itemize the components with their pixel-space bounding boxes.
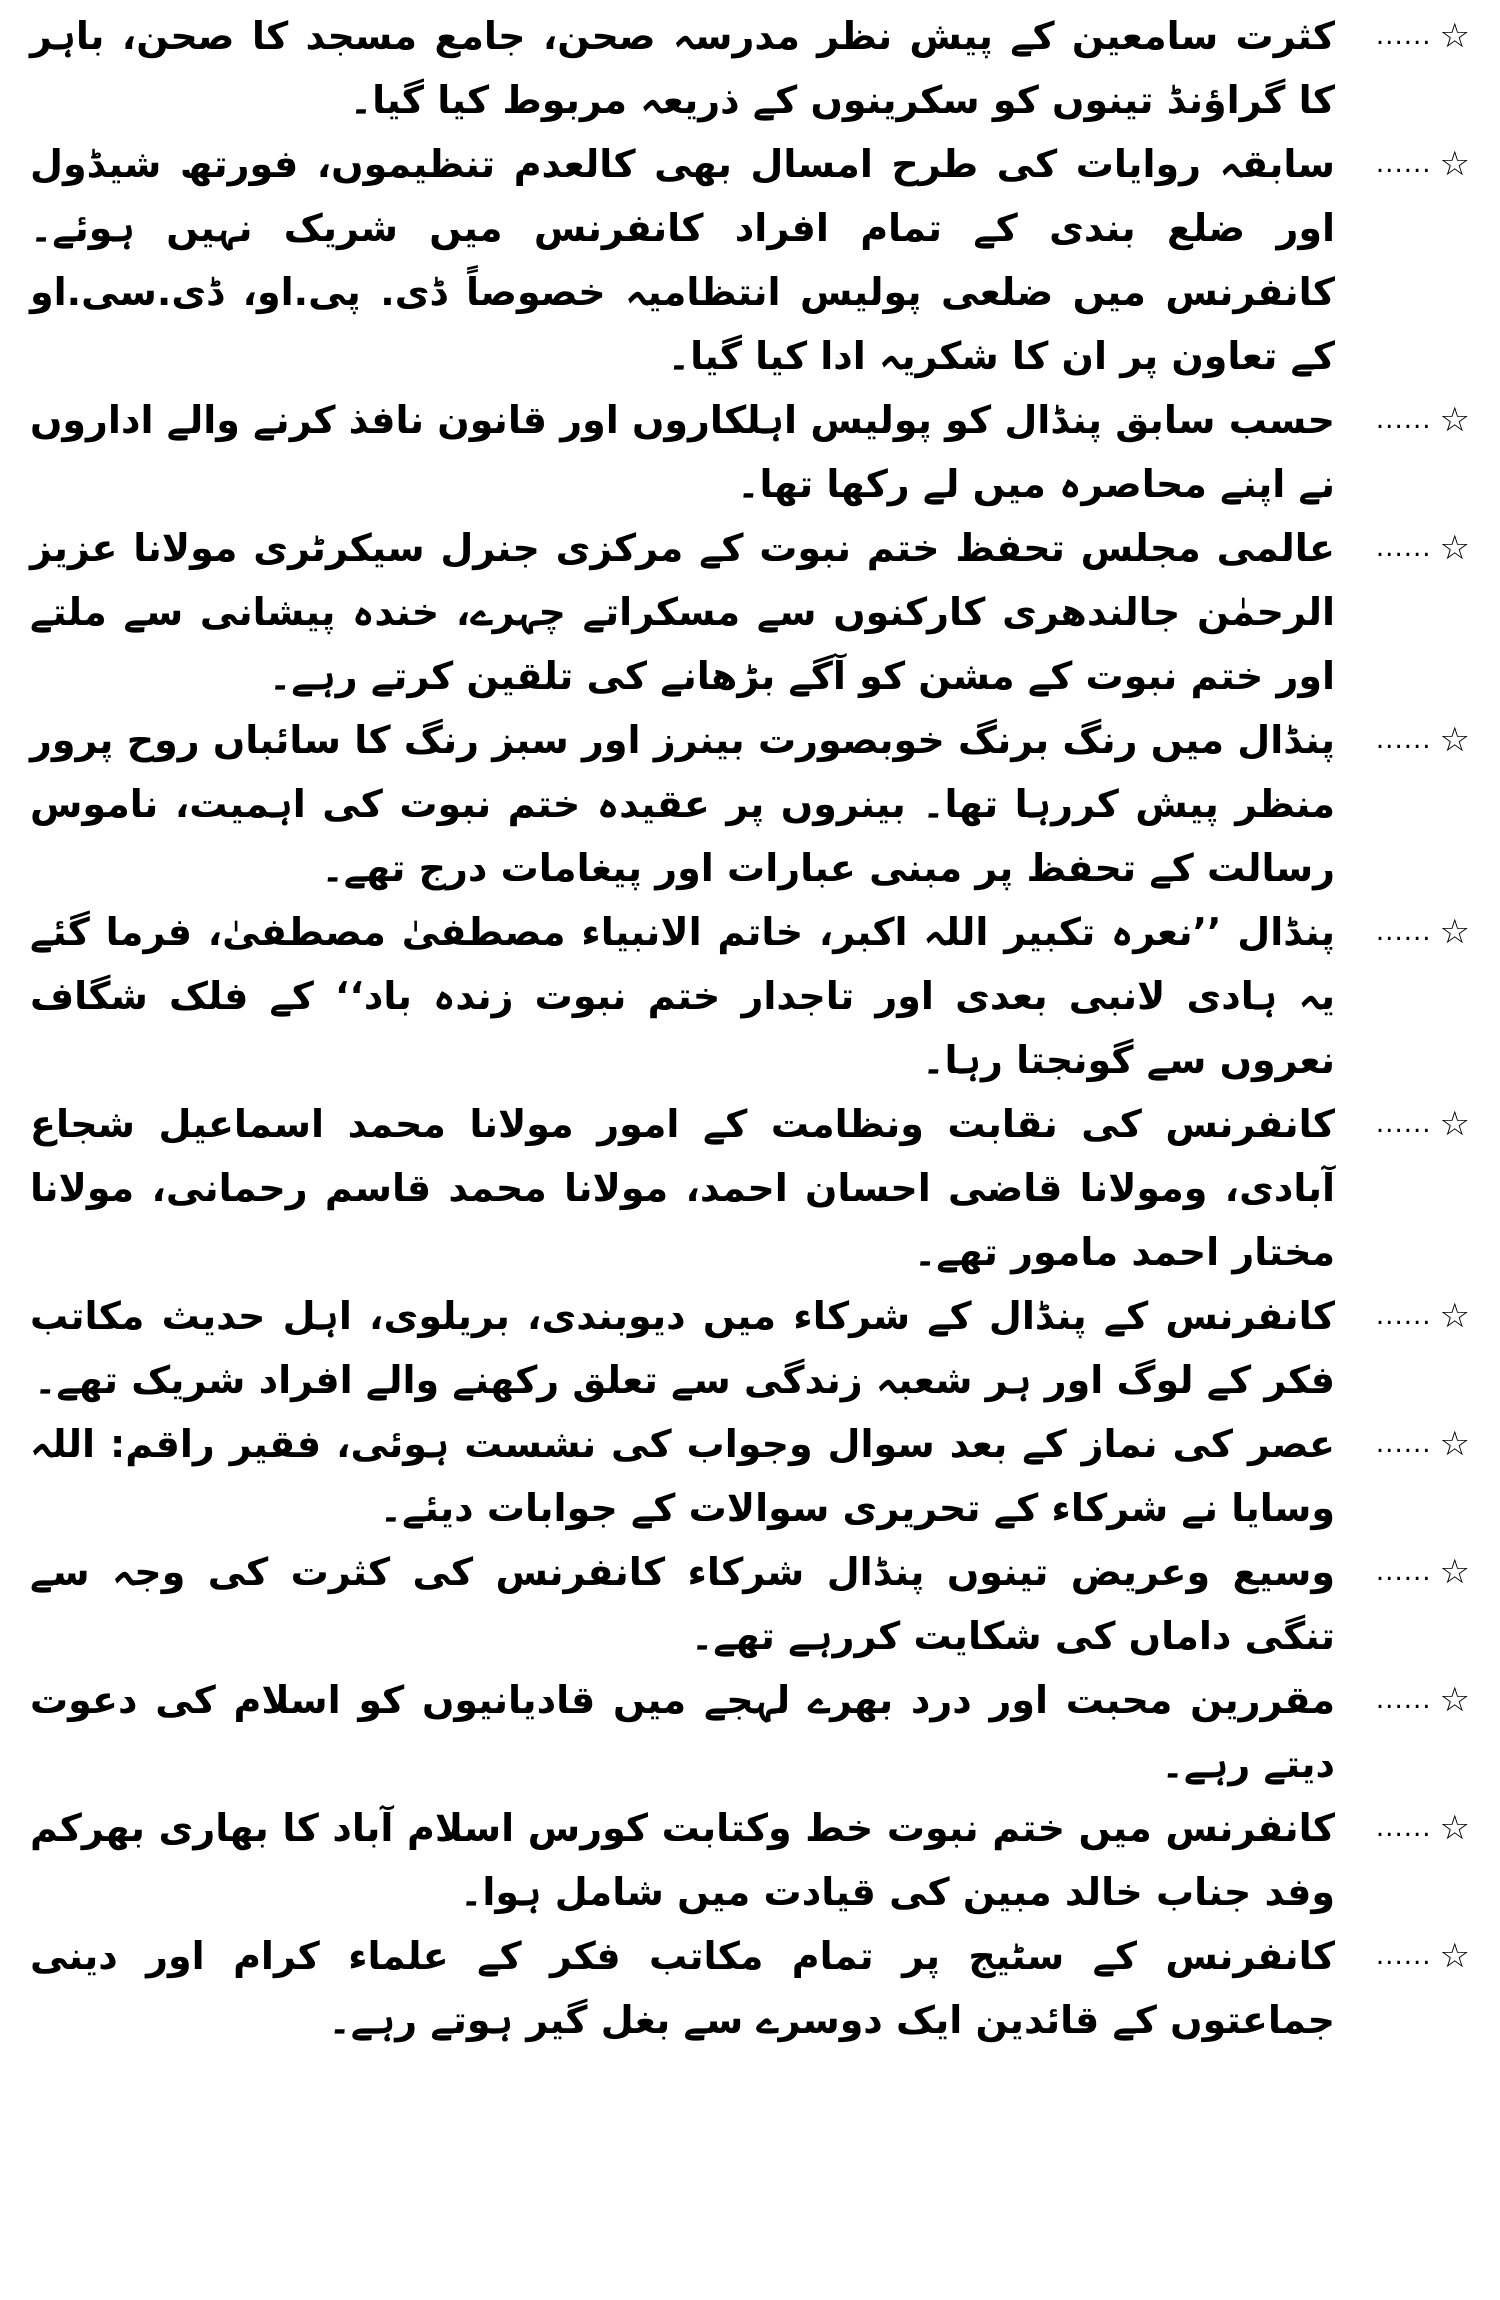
leader-dots: ...... <box>1375 917 1432 947</box>
star-icon: ☆ <box>1439 16 1470 56</box>
paragraph-text: کانفرنس کے پنڈال کے شرکاء میں دیوبندی، بریلوی، اہل حدیث مکاتب فکر کے لوگ اور ہر شعبہ زندگی سے تعلق رکھنے والے افراد شریک تھے۔ <box>30 1294 1335 1402</box>
list-item <box>30 1924 1470 2052</box>
list-item <box>30 1540 1470 1668</box>
leader-dots: ...... <box>1375 1685 1432 1715</box>
bullet-marker <box>1345 1796 1470 1860</box>
star-icon: ☆ <box>1439 1808 1470 1848</box>
list-item <box>30 1092 1470 1284</box>
star-icon: ☆ <box>1439 1552 1470 1592</box>
list-item <box>30 708 1470 900</box>
paragraph-text: عالمی مجلس تحفظ ختم نبوت کے مرکزی جنرل سیکرٹری مولانا عزیز الرحمٰن جالندھری کارکنوں سے مسکراتے چہرے، خندہ پیشانی سے ملتے اور ختم نبوت کے مشن کو آگے بڑھانے کی تلقین کرتے رہے۔ <box>30 526 1335 698</box>
bullet-marker <box>1345 1092 1470 1156</box>
star-icon: ☆ <box>1439 144 1470 184</box>
star-icon: ☆ <box>1439 1296 1470 1336</box>
paragraph-text: پنڈال میں رنگ برنگ خوبصورت بینرز اور سبز رنگ کا سائباں روح پرور منظر پیش کررہا تھا۔ بینروں پر عقیدہ ختم نبوت کی اہمیت، ناموس رسالت کے تحفظ پر مبنی عبارات اور پیغامات درج تھے۔ <box>30 718 1335 890</box>
bullet-marker <box>1345 4 1470 68</box>
bullet-marker <box>1345 708 1470 772</box>
star-icon: ☆ <box>1439 1936 1470 1976</box>
star-icon: ☆ <box>1439 528 1470 568</box>
list-item <box>30 388 1470 516</box>
bullet-marker <box>1345 1668 1470 1732</box>
leader-dots: ...... <box>1375 1429 1432 1459</box>
leader-dots: ...... <box>1375 149 1432 179</box>
paragraph-text: مقررین محبت اور درد بھرے لہجے میں قادیانیوں کو اسلام کی دعوت دیتے رہے۔ <box>30 1678 1335 1786</box>
star-icon: ☆ <box>1439 1424 1470 1464</box>
bullet-marker <box>1345 1540 1470 1604</box>
paragraph-text: پنڈال ’’نعرہ تکبیر اللہ اکبر، خاتم الانبیاء مصطفیٰ مصطفیٰ، فرما گئے یہ ہادی لانبی بعدی اور تاجدار ختم نبوت زندہ باد‘‘ کے فلک شگاف نعروں سے گونجتا رہا۔ <box>30 910 1335 1082</box>
bullet-marker <box>1345 516 1470 580</box>
paragraph-text: کثرت سامعین کے پیش نظر مدرسہ صحن، جامع مسجد کا صحن، باہر کا گراؤنڈ تینوں کو سکرینوں کے ذریعہ مربوط کیا گیا۔ <box>30 14 1335 122</box>
star-icon: ☆ <box>1439 1104 1470 1144</box>
paragraph-text: سابقہ روایات کی طرح امسال بھی کالعدم تنظیموں، فورتھ شیڈول اور ضلع بندی کے تمام افراد کانفرنس میں شریک نہیں ہوئے۔ کانفرنس میں ضلعی پولیس انتظامیہ خصوصاً ڈی. پی.او، ڈی.سی.او کے تعاون پر ان کا شکریہ ادا کیا گیا۔ <box>30 142 1335 378</box>
paragraph-text: کانفرنس کے سٹیج پر تمام مکاتب فکر کے علماء کرام اور دینی جماعتوں کے قائدین ایک دوسرے سے بغل گیر ہوتے رہے۔ <box>30 1934 1335 2042</box>
bullet-marker <box>1345 1284 1470 1348</box>
paragraph-text: حسب سابق پنڈال کو پولیس اہلکاروں اور قانون نافذ کرنے والے اداروں نے اپنے محاصرہ میں لے رکھا تھا۔ <box>30 398 1335 506</box>
paragraph-text: عصر کی نماز کے بعد سوال وجواب کی نشست ہوئی، فقیر راقم: اللہ وسایا نے شرکاء کے تحریری سوالات کے جوابات دیئے۔ <box>30 1422 1335 1530</box>
leader-dots: ...... <box>1375 21 1432 51</box>
leader-dots: ...... <box>1375 1109 1432 1139</box>
bullet-marker <box>1345 1924 1470 1988</box>
bullet-marker <box>1345 900 1470 964</box>
list-item <box>30 1796 1470 1924</box>
paragraph-text: کانفرنس کی نقابت ونظامت کے امور مولانا محمد اسماعیل شجاع آبادی، ومولانا قاضی احسان احمد، مولانا محمد قاسم رحمانی، مولانا مختار احمد مامور تھے۔ <box>30 1102 1335 1274</box>
leader-dots: ...... <box>1375 725 1432 755</box>
list-item <box>30 1284 1470 1412</box>
bullet-marker <box>1345 132 1470 196</box>
star-icon: ☆ <box>1439 1680 1470 1720</box>
leader-dots: ...... <box>1375 1941 1432 1971</box>
leader-dots: ...... <box>1375 1813 1432 1843</box>
bullet-marker <box>1345 1412 1470 1476</box>
list-item <box>30 900 1470 1092</box>
list-item <box>30 1412 1470 1540</box>
star-icon: ☆ <box>1439 720 1470 760</box>
list-item <box>30 1668 1470 1796</box>
paragraph-text: کانفرنس میں ختم نبوت خط وکتابت کورس اسلام آباد کا بھاری بھرکم وفد جناب خالد مبین کی قیادت میں شامل ہوا۔ <box>30 1806 1335 1914</box>
star-icon: ☆ <box>1439 912 1470 952</box>
list-item <box>30 4 1470 132</box>
leader-dots: ...... <box>1375 405 1432 435</box>
leader-dots: ...... <box>1375 1557 1432 1587</box>
star-icon: ☆ <box>1439 400 1470 440</box>
list-item <box>30 132 1470 388</box>
leader-dots: ...... <box>1375 1301 1432 1331</box>
paragraph-text: وسیع وعریض تینوں پنڈال شرکاء کانفرنس کی کثرت کی وجہ سے تنگی داماں کی شکایت کررہے تھے۔ <box>30 1550 1335 1658</box>
list-item <box>30 516 1470 708</box>
bullet-marker <box>1345 388 1470 452</box>
leader-dots: ...... <box>1375 533 1432 563</box>
